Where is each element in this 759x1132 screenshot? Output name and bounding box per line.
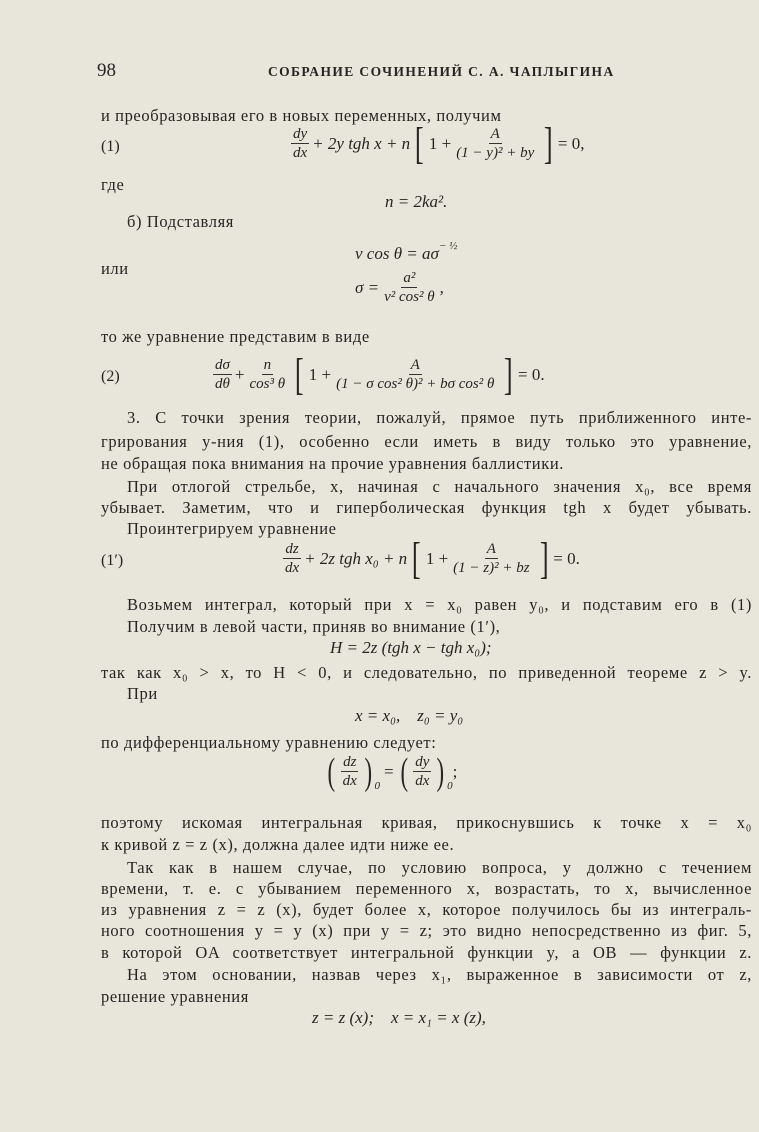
eq-exponent: − ½ [438,240,458,252]
eq-rhs: = 0, [557,134,585,153]
text-line: времени, т. е. с убыванием переменного x, возрастать, то x, вычисленное [101,879,752,898]
text-line: или [101,259,129,278]
eq-term: + 2z tgh x₀ + n [304,549,408,568]
eq-subscript: 0 [374,780,380,792]
frac-num: dz [343,754,357,770]
text-line: Возьмем интеграл, который при x = x₀ равен y₀, и подставим его в (1) [127,595,752,614]
text-line: решение уравнения [101,987,249,1006]
eq-term: 1 + [425,549,449,568]
frac-den: (1 − σ cos² θ)² + bσ cos² θ [336,376,495,392]
equation-label: (2) [101,368,120,385]
frac-den: dx [415,773,430,789]
equation-sigma [355,270,444,306]
frac-num: A [490,126,500,142]
eq-term: σ = [355,278,380,297]
eq-subscript: 0 [447,780,453,792]
page-number: 98 [97,60,116,81]
eq-term: + [234,365,245,384]
text-line: б) Подставляя [127,212,234,231]
frac-num: A [486,541,496,557]
frac-num: dz [285,541,299,557]
text-line: поэтому искомая интегральная кривая, прикоснувшись к точке x = x₀ [101,813,752,832]
eq-term: = [383,762,394,781]
running-title: СОБРАНИЕ СОЧИНЕНИЙ С. А. ЧАПЛЫГИНА [268,64,615,79]
frac-den: dx [342,773,357,789]
text-line: по дифференциальному уравнению следует: [101,733,437,752]
equation-label: (1′) [101,552,124,569]
equation-2: $\frac{d\sigma}{d\theta}$ + $\frac{n}{\text{cos³ θ}}$ [ 1 + $\frac{A}{\text{(1 − σ cos² θ)² + bσ cos² θ}}$ ] = 0. [215,350,545,399]
eq-rhs: = 0. [518,365,545,384]
frac-den: dθ [215,376,230,392]
frac-num: dσ [215,357,230,373]
frac-den: dx [293,145,308,161]
equation-last: z = z (x); x = x₁ = x (z), [312,1008,486,1027]
eq-term: + 2y tgh x + n [312,134,411,153]
frac-den: v² cos² θ [384,289,435,305]
text-line: Получим в левой части, приняв во внимание (1′), [127,617,501,636]
text-line: к кривой z = z (x), должна далее идти ниже ее. [101,835,455,854]
equation-H: H = 2z (tgh x − tgh x₀); [330,638,492,657]
text-line: 3. С точки зрения теории, пожалуй, прямое путь приближенного инте- [127,408,752,427]
equation-1: $\frac{dy}{dx}$ + 2y tgh x + n [ 1 + $\frac{A}{\text{(1 − y)² + by}}$ ] = 0, [293,119,585,168]
text-line: Так как в нашем случае, по условию вопроса, y должно с течением [127,858,752,877]
equation-label: (1) [101,138,120,155]
text-line: убывает. Заметим, что и гиперболическая функция tgh x будет убывать. [101,498,752,517]
frac-num: A [410,357,420,373]
frac-den: (1 − y)² + by [456,145,535,161]
text-line: грирования у-ния (1), особенно если иметь в виду только это уравнение, [101,432,752,451]
text-line: так как x₀ > x, то H < 0, и следовательно, по приведенной теореме z > y. [101,663,752,682]
eq-rhs: = 0. [553,549,580,568]
eq-term: v cos θ = aσ [355,244,439,263]
equation-initial: x = x₀, z₀ = y₀ [355,706,464,725]
frac-num: n [263,357,272,373]
text-line: не обращая пока внимания на прочие уравнения баллистики. [101,454,565,473]
eq-term: 1 + [308,365,332,384]
text-line: то же уравнение представим в виде [101,327,370,346]
text-line: При отлогой стрельбе, x, начиная с начального значения x₀, все время [127,477,752,496]
eq-term: 1 + [428,134,452,153]
frac-den: (1 − z)² + bz [453,560,530,576]
text-line: в которой OA соответствует интегральной функции y, а OB — функции z. [101,943,752,962]
text-line: где [101,175,125,194]
frac-den: dx [285,560,300,576]
text-line: На этом основании, назвав через x₁, выраженное в зависимости от z, [127,965,752,984]
eq-term: , [439,278,444,297]
text-line: При [127,684,158,703]
frac-den: cos³ θ [249,376,286,392]
text-line: и преобразовывая его в новых переменных, получим [101,106,502,125]
equation-1-prime: $\frac{dz}{dx}$ + 2z tgh x₀ + n [ 1 + $\frac{A}{\text{(1 − z)² + bz}}$ ] = 0. [285,534,580,583]
eq-term: ; [452,762,458,781]
frac-num: a² [403,270,416,286]
frac-num: dy [293,126,308,142]
equation-derivatives: ( $\frac{dz}{dx}$ ) $_0$ = ( $\frac{dy}{dx}$ ) $_0$ ; [327,751,458,793]
text-line: Проинтегрируем уравнение [127,519,337,538]
text-line: ного соотношения y = y (x) при y = z; это видно непосредственно из фиг. 5, [101,921,752,940]
equation-n-def: n = 2ka². [385,192,448,211]
text-line: из уравнения z = z (x), будет более x, которое получилось бы из интеграль- [101,900,752,919]
frac-num: dy [415,754,430,770]
